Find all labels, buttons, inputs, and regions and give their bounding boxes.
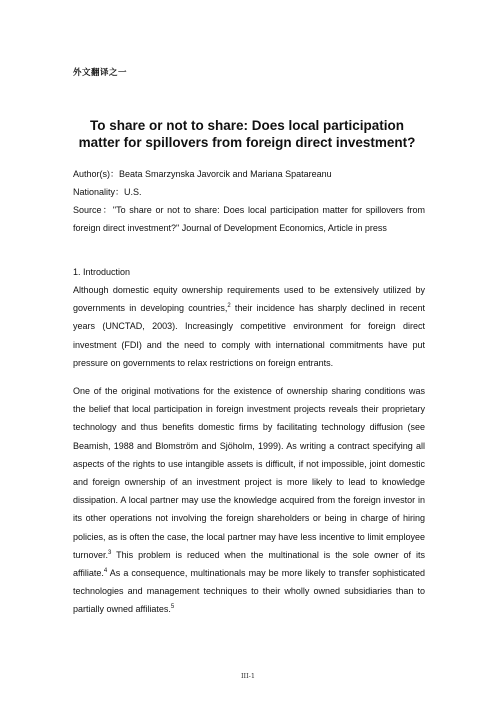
header-label: 外文翻译之一 xyxy=(73,68,128,78)
paragraph-1 xyxy=(73,281,425,372)
paper-title-line-1: To share or not to share: Does local participation xyxy=(89,118,405,133)
footnote-marker: 3 xyxy=(108,549,112,556)
paper-title xyxy=(60,117,434,151)
paragraph-1-text-b: their incidence has sharply declined in recent years (UNCTAD, 2003). Increasingly competitive environment for foreign direct investment (FDI) and the need to comply with international commitments have put pressure on governments to relax restrictions on foreign entrants. xyxy=(73,303,425,368)
paragraph-2-text-b: This problem is reduced when the multinational is the sole owner of its affiliate. xyxy=(73,549,425,579)
paragraph-2 xyxy=(73,382,425,619)
section-heading: 1. Introduction xyxy=(73,267,131,277)
paragraph-1-text-a: Although domestic equity ownership requirements used to be extensively utilized by governments in developing countries, xyxy=(73,285,425,314)
footnote-marker: 2 xyxy=(227,303,231,310)
page-number: III-1 xyxy=(240,672,256,680)
author-line: Author(s)：Beata Smarzynska Javorcik and Mariana Spatareanu xyxy=(73,169,332,179)
footnote-marker: 5 xyxy=(170,604,175,611)
source-line: Source："To share or not to share: Does local participation matter for spillovers from foreign direct investment?" Journal of Development Economics, Article in press xyxy=(73,205,425,233)
paragraph-2-text-c: As a consequence, multinationals may be more likely to transfer sophisticated technologies and management techniques to their wholly owned subsidiaries than to partially owned affiliates. xyxy=(73,568,425,615)
footnote-marker: 4 xyxy=(103,568,108,575)
nationality-line: Nationality：U.S. xyxy=(73,187,142,197)
paper-title-line-2: matter for spillovers from foreign direct investment? xyxy=(78,135,416,150)
paragraph-2-text-a: One of the original motivations for the existence of ownership sharing conditions was the belief that local participation in foreign investment projects reveals their proprietary technology and thus benefits domestic firms by facilitating technology diffusion (see Beamish, 1988 and Blomström and Sjöholm, 1999). As writing a contract specifying all aspects of the rights to use intangible assets is difficult, if not impossible, joint domestic and foreign ownership of an investment project is more likely to lead to knowledge dissipation. A local partner may use the knowledge acquired from the foreign investor in its other operations not involving the foreign shareholders or being in charge of hiring policies, as is often the case, the local partner may have less incentive to limit employee turnover. xyxy=(73,386,425,560)
